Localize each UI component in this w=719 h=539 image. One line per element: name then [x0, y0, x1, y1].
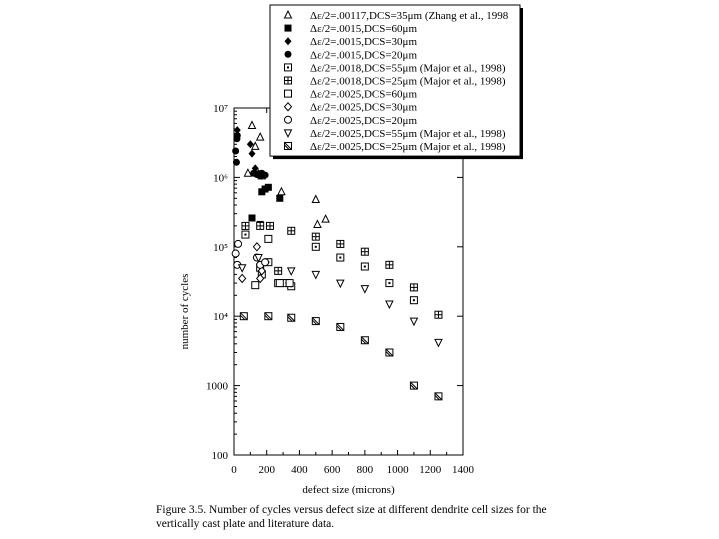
- data-point: [240, 313, 247, 320]
- data-point: [410, 318, 417, 325]
- data-point: [337, 323, 344, 330]
- data-point: [248, 150, 255, 158]
- legend-marker: [285, 143, 292, 150]
- legend-label: Δε/2=.0025,DCS=60μm: [310, 88, 418, 101]
- data-point: [233, 159, 240, 166]
- data-point: [248, 215, 255, 222]
- data-point: [288, 314, 295, 321]
- caption-line-1: Figure 3.5. Number of cycles versus defect size at different dendrite cell sizes for the: [156, 504, 547, 516]
- data-point: [276, 195, 283, 202]
- caption-line-2: vertically cast plate and literature data.: [156, 518, 335, 530]
- data-point: [288, 268, 295, 275]
- y-tick-label: 100: [211, 450, 228, 462]
- series-8: [232, 240, 268, 268]
- data-point: [257, 222, 264, 229]
- data-point: [312, 233, 319, 240]
- data-point: [322, 215, 329, 222]
- data-point: [410, 382, 417, 389]
- data-point: [312, 271, 319, 278]
- data-point: [337, 280, 344, 287]
- series-10: [240, 313, 442, 400]
- data-point: [252, 282, 259, 289]
- data-point: [234, 132, 241, 139]
- legend-label: Δε/2=.0015,DCS=30μm: [310, 36, 418, 49]
- data-point: [314, 220, 321, 227]
- data-point: [265, 313, 272, 320]
- data-point: [435, 339, 442, 346]
- data-point: [248, 121, 255, 128]
- x-tick-label: 1000: [386, 464, 409, 476]
- figure-caption: [156, 503, 676, 531]
- data-point: [361, 286, 368, 293]
- data-point: [312, 196, 319, 203]
- x-tick-label: 600: [323, 464, 341, 476]
- x-tick-label: 0: [231, 464, 237, 476]
- data-point: [312, 243, 319, 250]
- data-point: [410, 297, 417, 304]
- plot-frame: [234, 108, 463, 455]
- data-point: [288, 227, 295, 234]
- legend-marker: [285, 25, 292, 32]
- legend-label: Δε/2=.0025,DCS=25μm (Major et al., 1998): [310, 141, 506, 153]
- legend-marker: [285, 77, 292, 84]
- data-point: [312, 318, 319, 325]
- data-point: [242, 222, 249, 229]
- data-point: [386, 280, 393, 287]
- data-point: [276, 280, 283, 287]
- data-point: [337, 240, 344, 247]
- legend-label: Δε/2=.0018,DCS=55μm (Major et al., 1998): [310, 62, 506, 75]
- data-point: [253, 243, 260, 251]
- data-point: [361, 263, 368, 270]
- legend-label: Δε/2=.0015,DCS=20μm: [310, 49, 418, 62]
- y-tick-label: 10⁷: [213, 103, 228, 115]
- data-point: [361, 337, 368, 344]
- data-point: [235, 240, 242, 247]
- y-tick-label: 10⁴: [213, 311, 228, 324]
- series-1: [248, 184, 283, 228]
- legend-marker: [285, 116, 292, 123]
- x-tick-label: 800: [356, 464, 374, 476]
- y-tick-label: 1000: [206, 380, 228, 393]
- data-point: [265, 184, 272, 191]
- data-point: [239, 265, 246, 272]
- legend-label: Δε/2=.00117,DCS=35μm (Zhang et al., 1998: [310, 10, 509, 22]
- data-point: [435, 311, 442, 318]
- legend-marker: [285, 90, 292, 97]
- data-point: [262, 172, 269, 179]
- plot-layer: [179, 103, 475, 496]
- data-point: [265, 235, 272, 242]
- data-point: [242, 231, 249, 238]
- x-axis-label: defect size (microns): [302, 484, 395, 496]
- data-point: [266, 222, 273, 229]
- x-tick-label: 200: [258, 464, 275, 476]
- y-tick-label: 10⁵: [213, 241, 228, 254]
- data-point: [337, 254, 344, 261]
- legend-label: Δε/2=.0015,DCS=60μm: [310, 23, 418, 36]
- data-point: [386, 349, 393, 356]
- data-point: [275, 267, 282, 274]
- legend-marker: [285, 51, 292, 58]
- legend-label: Δε/2=.0025,DCS=20μm: [310, 114, 418, 127]
- legend-marker: [285, 64, 292, 71]
- legend-label: Δε/2=.0018,DCS=25μm (Major et al., 1998): [310, 75, 506, 88]
- y-tick-label: 10⁶: [213, 172, 228, 185]
- legend-label: Δε/2=.0025,DCS=30μm: [310, 101, 418, 114]
- data-point: [232, 250, 239, 257]
- data-point: [435, 393, 442, 400]
- data-point: [286, 280, 293, 287]
- data-point: [232, 148, 239, 155]
- data-point: [386, 261, 393, 268]
- x-tick-label: 1400: [452, 464, 474, 476]
- data-point: [361, 248, 368, 255]
- data-point: [262, 259, 269, 266]
- legend-label: Δε/2=.0025,DCS=55μm (Major et al., 1998): [310, 127, 506, 140]
- x-tick-label: 400: [291, 464, 308, 476]
- x-tick-label: 1200: [419, 464, 442, 476]
- data-point: [386, 301, 393, 308]
- legend: [270, 5, 523, 159]
- data-point: [239, 274, 246, 282]
- y-axis-label: number of cycles: [179, 273, 191, 350]
- data-point: [257, 133, 264, 140]
- data-point: [278, 188, 285, 195]
- data-point: [410, 284, 417, 291]
